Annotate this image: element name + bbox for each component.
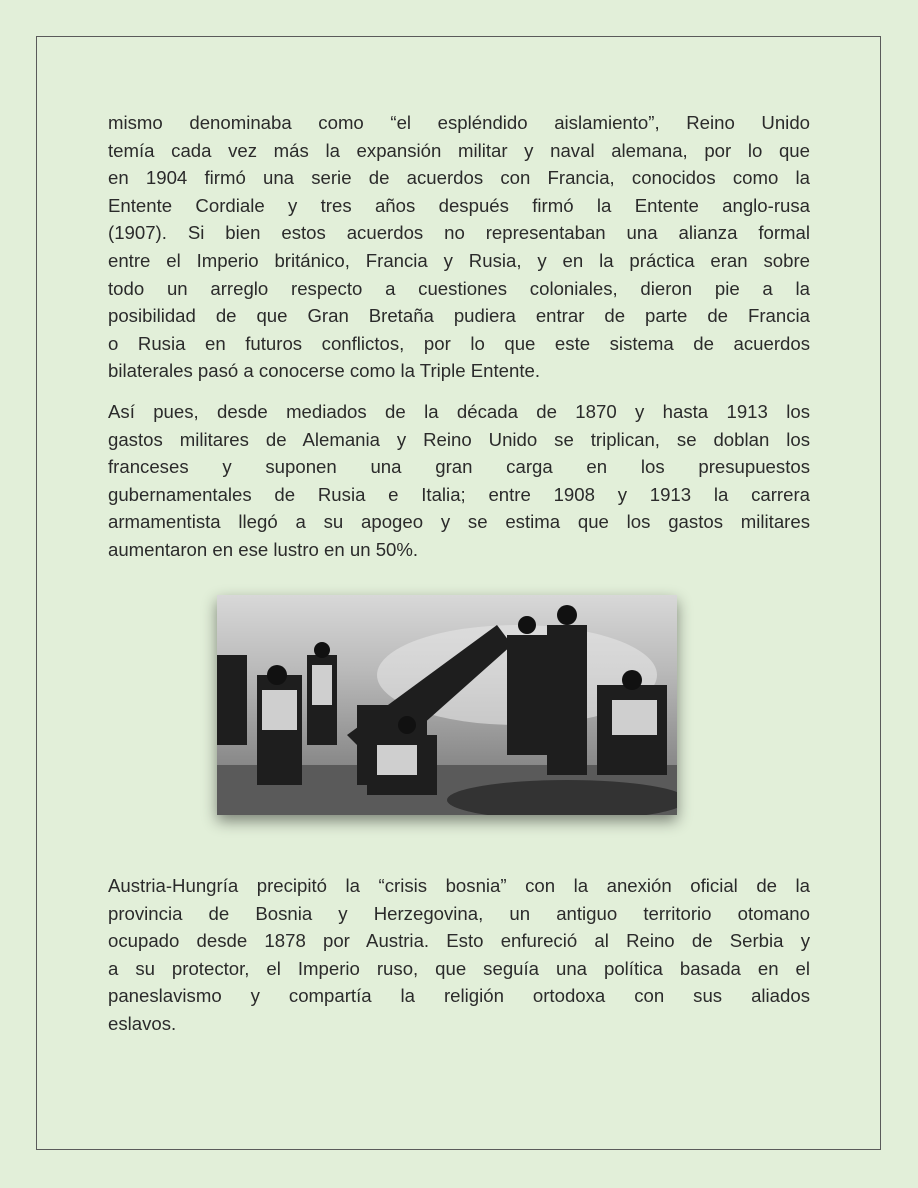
text-line: o Rusia en futuros conflictos, por lo que este sistema de acuerdos [108,332,810,354]
text-line: gubernamentales de Rusia e Italia; entre 1908 y 1913 la carrera [108,483,810,505]
text-line: gastos militares de Alemania y Reino Unido se triplican, se doblan los [108,428,810,450]
paragraph-triple-entente [108,109,810,385]
text-line: eslavos. [108,1012,177,1034]
text-line: franceses y suponen una gran carga en los presupuestos [108,456,810,478]
text-line: entre el Imperio británico, Francia y Rusia, y en la práctica eran sobre [108,249,810,271]
text-line: provincia de Bosnia y Herzegovina, un antiguo territorio otomano [108,902,810,924]
text-line: a su protector, el Imperio ruso, que seguía una política basada en el [108,957,810,979]
text-line: en 1904 firmó una serie de acuerdos con Francia, conocidos como la [108,167,810,189]
paragraph-bosnian-crisis [108,872,810,1038]
text-line: Entente Cordiale y tres años después firmó la Entente anglo-rusa [108,194,810,216]
text-line: Así pues, desde mediados de la década de 1870 y hasta 1913 los [108,401,810,422]
text-line: temía cada vez más la expansión militar y naval alemana, por lo que [108,139,810,161]
text-line: todo un arreglo respecto a cuestiones coloniales, dieron pie a la [108,277,810,299]
text-line: (1907). Si bien estos acuerdos no representaban una alianza formal [108,222,810,244]
text-line: paneslavismo y compartía la religión ortodoxa con sus aliados [108,985,810,1007]
text-line: aumentaron en ese lustro en un 50%. [108,538,419,560]
paragraph-military-spending [108,398,810,564]
text-line: armamentista llegó a su apogeo y se estima que los gastos militares [108,511,810,533]
artillery-photo [217,595,677,815]
text-line: Austria-Hungría precipitó la “crisis bosnia” con la anexión oficial de la [108,875,810,896]
text-line: ocupado desde 1878 por Austria. Esto enfureció al Reino de Serbia y [108,930,810,952]
text-line: mismo denominaba como “el espléndido aislamiento”, Reino Unido [108,112,810,133]
text-line: bilaterales pasó a conocerse como la Triple Entente. [108,360,541,382]
text-line: posibilidad de que Gran Bretaña pudiera entrar de parte de Francia [108,305,810,327]
